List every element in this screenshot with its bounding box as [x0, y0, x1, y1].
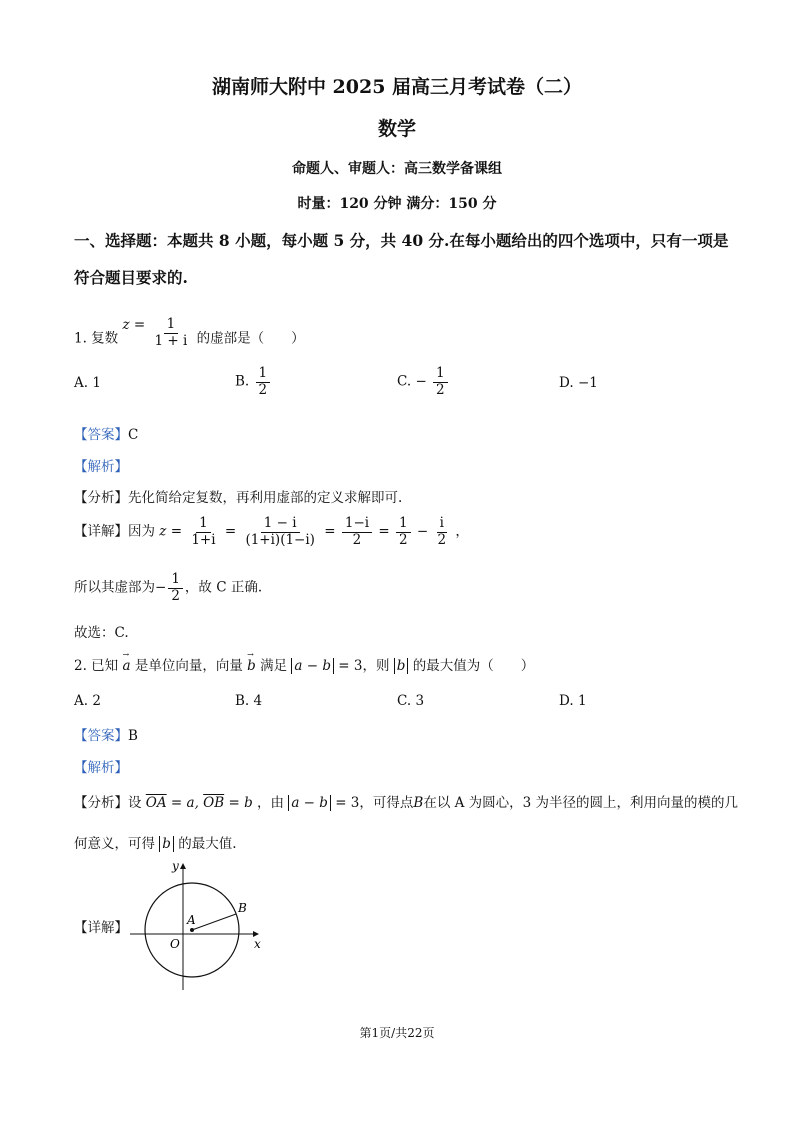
q1-prefix: 1. 复数: [74, 330, 119, 347]
q1-option-c-num: 1: [433, 366, 448, 383]
q1-option-d-value: −1: [577, 375, 598, 391]
q1-conc-num: 1: [168, 572, 183, 589]
q1-f1-num: 1: [196, 516, 211, 533]
point-a: [190, 928, 194, 932]
q2-vec-oa: $\overline{OA}$: [145, 795, 167, 811]
q2-option-d: [559, 693, 587, 709]
q2-abs-expr: a − b: [291, 658, 334, 674]
q1-answer-value: C: [128, 427, 139, 443]
point-b-label: B: [238, 901, 247, 915]
q2-fenxi-tag: 【分析】: [74, 795, 128, 811]
q1-conclusion: [74, 572, 262, 604]
y-axis-label: y: [172, 859, 179, 873]
q2-fenxi-c: = 3，可得点: [335, 795, 414, 811]
q1-f3-den: 2: [352, 531, 362, 548]
q1-detail-frac4: [396, 516, 411, 548]
q2-detail-tag: 【详解】: [74, 920, 128, 936]
q1-option-a-label: A.: [74, 375, 89, 391]
q1-option-b-frac: [256, 366, 271, 398]
q1-detail-tag: 【详解】: [74, 523, 128, 540]
q1-answer: [74, 423, 138, 443]
q1-fraction: [151, 317, 190, 349]
q2-vec-a: → a: [122, 658, 130, 674]
q1-option-c-frac: [433, 366, 448, 398]
q2-answer: [74, 724, 138, 744]
q2-fenxi-line1: [74, 791, 738, 811]
q1-f3-num: 1−i: [342, 516, 372, 533]
q1-option-b-label: B.: [235, 373, 250, 390]
q1-detail-end: ，: [455, 523, 469, 540]
q1-f4-num: 1: [396, 516, 411, 533]
q2-fenxi-line2-abs: b: [159, 836, 174, 852]
q1-conc-frac: [168, 572, 183, 604]
q1-detail-frac2: [242, 516, 318, 548]
subject-title: 数学: [377, 118, 416, 140]
q1-z-eq: z =: [122, 316, 146, 333]
q1-frac-num: 1: [164, 317, 179, 334]
q2-vec-ob: $\overline{OB}$: [203, 795, 225, 811]
q1-option-c-den: 2: [436, 381, 445, 398]
q2-option-d-label: D.: [559, 693, 574, 709]
q1-conc-den: 2: [171, 587, 180, 604]
q2-option-c-label: C.: [397, 693, 412, 709]
q1-option-b-num: 1: [256, 366, 271, 383]
page-title: 湖南师大附中 2025 届高三月考试卷（二）: [211, 76, 583, 98]
q1-option-b-den: 2: [258, 381, 268, 398]
q1-fenxi-text: 先化简给定复数，再利用虚部的定义求解即可.: [128, 490, 403, 506]
q1-f5-den: 2: [437, 531, 447, 548]
q2-vec-b: → b: [247, 658, 256, 674]
q2-fenxi-line2b: 的最大值.: [178, 836, 237, 852]
q1-answer-tag: 【答案】: [74, 427, 128, 443]
q2-answer-tag: 【答案】: [74, 728, 128, 744]
q2-option-a-label: A.: [74, 693, 89, 709]
q1-f2-num: 1 − i: [261, 516, 300, 533]
q1-option-a: [74, 375, 101, 391]
q1-option-a-value: 1: [92, 375, 101, 391]
q2-analysis-tag: 【解析】: [74, 760, 128, 776]
q1-frac-den: 1 + i: [154, 332, 188, 349]
q2-eq-b: = b: [228, 795, 253, 811]
q1-f1-den: 1+i: [191, 531, 216, 548]
q1-detail-z: z =: [159, 523, 183, 540]
q2-option-c-value: 3: [415, 693, 425, 709]
section-heading-line2: 符合题目要求的.: [74, 268, 188, 287]
q1-detail-frac3: [342, 516, 372, 548]
q2-answer-value: B: [128, 728, 138, 744]
q2-option-b-value: 4: [253, 693, 263, 709]
q2-fenxi-line2: [74, 832, 237, 852]
q1-option-c: [397, 366, 450, 398]
q1-detail: 【详解】因为 z = $\frac{1}{1+i}$ = $\frac{1 - i}{(1+i)(1-i)}$ = $\frac{1-i}{2}$ = $\frac{1}{2}$ − $\frac{i}{2}$ ，: [74, 515, 469, 548]
q2-fenxi-line2a: 何意义，可得: [74, 836, 155, 852]
q1-option-d: [559, 375, 598, 391]
question-2-stem: [74, 654, 534, 674]
q2-option-a: [74, 693, 101, 709]
segment-ab: [192, 914, 236, 930]
page-footer: 第1页/共22页: [359, 1026, 435, 1040]
time-line: 时量：120 分钟 满分：150 分: [297, 196, 497, 212]
point-a-label: A: [187, 913, 196, 927]
q2-fenxi-point-b: B: [413, 795, 424, 811]
question-1-stem: [74, 316, 305, 355]
q2-prefix: 2. 已知: [74, 658, 119, 674]
q1-fenxi-tag: 【分析】: [74, 490, 128, 506]
q1-conc-sign: −: [155, 579, 167, 596]
q2-eq3: = 3: [338, 658, 363, 674]
q2-abs-b: b: [394, 658, 409, 674]
q1-suffix: 的虚部是（ ）: [196, 330, 305, 347]
q2-option-c: [397, 693, 424, 709]
q1-option-c-label: C.: [397, 373, 412, 390]
q2-fenxi-d: 在以 A 为圆心，3 为半径的圆上，利用向量的模的几: [423, 795, 739, 811]
q2-option-d-value: 1: [577, 693, 587, 709]
origin-label: O: [170, 937, 180, 951]
q1-f2-den: (1+i)(1−i): [245, 531, 315, 548]
q1-detail-frac5: [434, 516, 449, 548]
x-axis-label: x: [254, 937, 261, 951]
circle-vector-figure: [128, 858, 278, 994]
section-heading-line1: 一、选择题：本题共 8 小题，每小题 5 分，共 40 分.在每小题给出的四个选项中，只有一项是: [74, 231, 729, 250]
q2-option-a-value: 2: [92, 693, 101, 709]
q2-option-b-label: B.: [235, 693, 250, 709]
q1-f5-num: i: [437, 516, 447, 533]
q1-conc-suffix: ，故 C 正确.: [184, 579, 263, 596]
q1-fenxi: [74, 486, 402, 506]
authors-line: 命题人、审题人：高三数学备课组: [292, 161, 502, 177]
q2-option-b: [235, 693, 262, 709]
q1-f4-den: 2: [398, 531, 408, 548]
q1-detail-frac1: [188, 516, 218, 548]
q2-mid1: 是单位向量，向量: [134, 658, 243, 674]
q1-choose: 故选：C.: [74, 625, 129, 641]
q1-conc-prefix: 所以其虚部为: [74, 579, 155, 596]
q2-fenxi-a: 设: [128, 795, 142, 811]
q1-analysis-tag: 【解析】: [74, 459, 128, 475]
q2-mid2: 满足: [260, 658, 288, 674]
q2-fenxi-abs: a − b: [288, 795, 331, 811]
q2-fenxi-b: ，由: [257, 795, 285, 811]
q1-option-c-sign: −: [415, 373, 427, 390]
q2-suffix: 的最大值为（ ）: [412, 658, 535, 674]
q2-mid3: ，则: [362, 658, 390, 674]
q1-option-b: [235, 366, 272, 398]
q2-eq-a: = a,: [170, 795, 199, 811]
q1-option-d-label: D.: [559, 375, 574, 391]
q1-detail-prefix: 因为: [128, 523, 155, 540]
